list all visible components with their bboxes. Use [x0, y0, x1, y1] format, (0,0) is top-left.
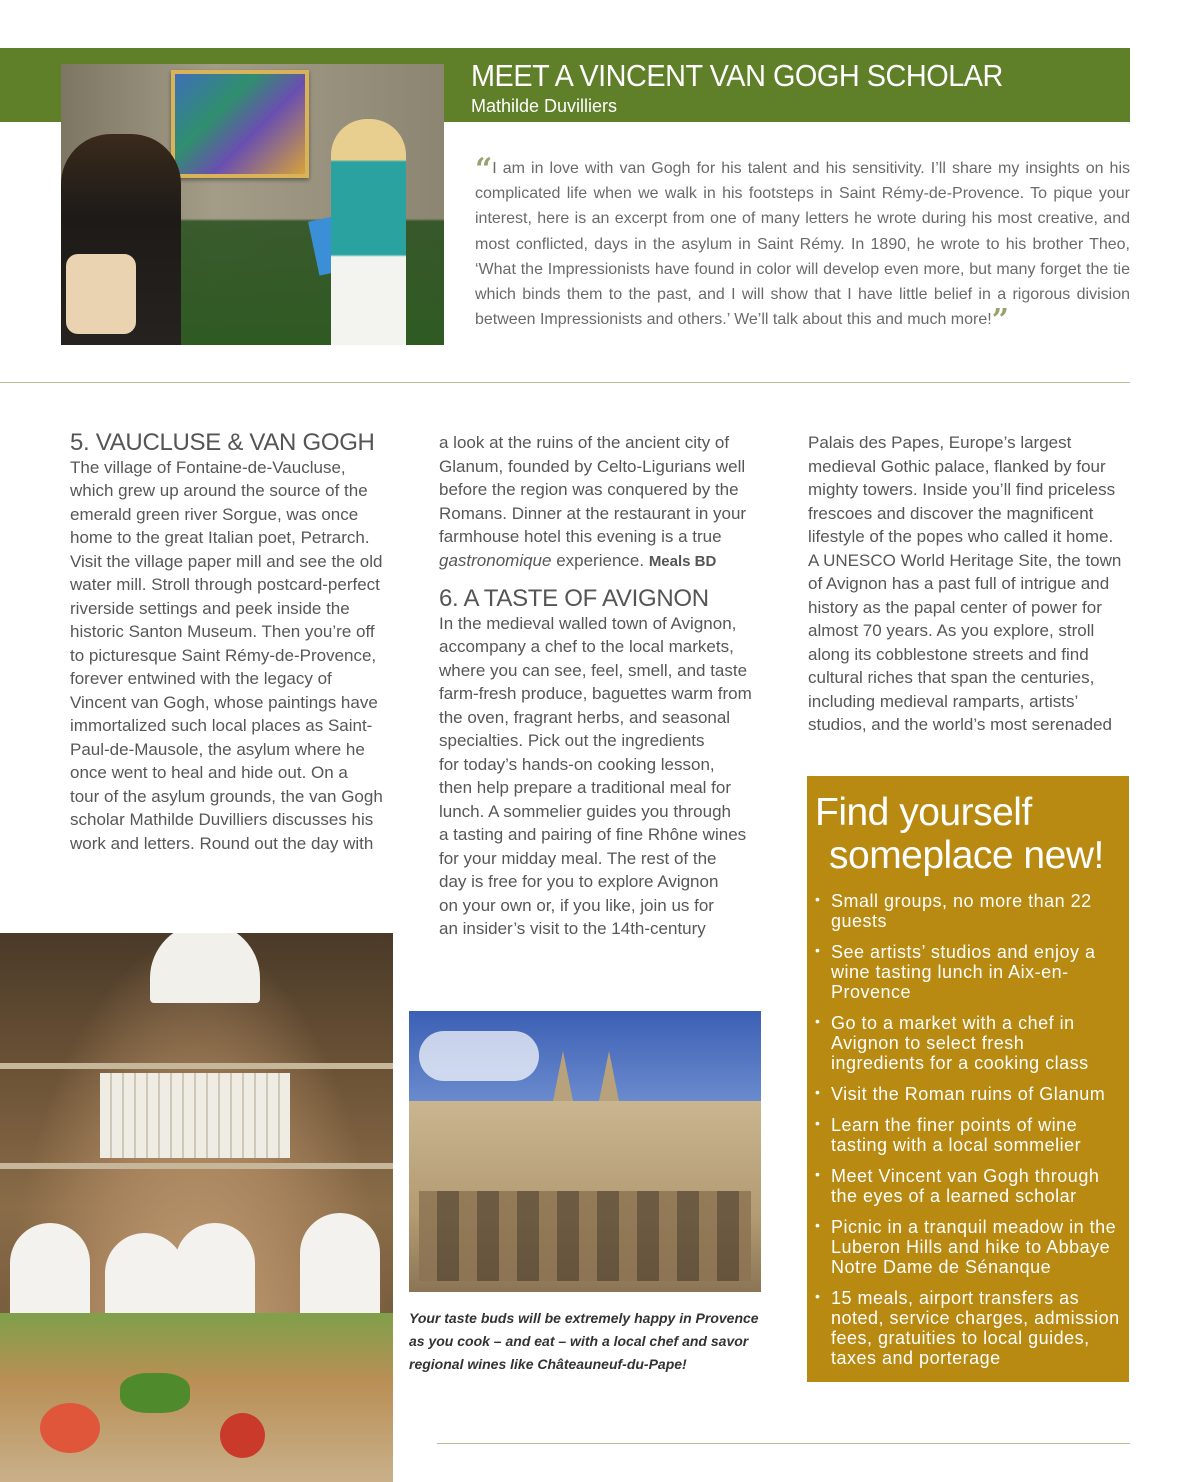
body-line: farmhouse hotel this evening is a true: [439, 527, 722, 546]
body-line: emerald green river Sorgue, was once: [70, 504, 359, 524]
shelf: [0, 1163, 393, 1169]
caption-line: as you cook – and eat – with a local chef and savor: [409, 1333, 749, 1349]
cooking-class-photo: [0, 933, 393, 1482]
close-quote-icon: ”: [991, 303, 1009, 339]
body-line: to picturesque Saint Rémy-de-Provence,: [70, 645, 377, 665]
gastronomique-italic: gastronomique: [439, 550, 552, 570]
scholar-quote: [475, 152, 1130, 339]
promo-list-item: • 15 meals, airport transfers as noted, service charges, admission fees, gratuities to local guides, taxes and porterage: [815, 1288, 1120, 1368]
section-6-heading: 6. A TASTE OF AVIGNON: [439, 585, 709, 612]
page-subtitle: Mathilde Duvilliers: [471, 96, 618, 116]
body-line: A UNESCO World Heritage Site, the town: [808, 550, 1122, 570]
body-line: history as the papal center of power for: [808, 597, 1102, 617]
body-line: medieval Gothic palace, flanked by four: [808, 456, 1106, 476]
body-line: forever entwined with the legacy of: [70, 669, 332, 688]
body-line: home to the great Italian poet, Petrarch.: [70, 528, 370, 547]
body-line: day is free for you to explore Avignon: [439, 872, 719, 891]
palais-des-papes-photo: [409, 1011, 761, 1292]
body-line: The village of Fontaine-de-Vaucluse,: [70, 457, 346, 477]
section-6-continued-body: [808, 431, 1138, 737]
body-line: on your own or, if you like, join us for: [439, 895, 714, 915]
body-line: riverside settings and peek inside the: [70, 598, 350, 618]
body-line: for your midday meal. The rest of the: [439, 848, 717, 868]
body-line: Romans. Dinner at the restaurant in your: [439, 503, 747, 523]
body-line: In the medieval walled town of Avignon,: [439, 613, 737, 633]
body-line: where you can see, feel, smell, and taste: [439, 660, 748, 680]
meals-label: Meals BD: [648, 552, 717, 570]
section-5: [70, 431, 410, 855]
promo-title-line: someplace new!: [829, 834, 1104, 877]
section-6-body: [439, 612, 784, 941]
body-line: a tasting and pairing of fine Rhône wines: [439, 825, 747, 844]
body-line: frescoes and discover the magnificent: [808, 503, 1094, 523]
body-line: scholar Mathilde Duvilliers discusses his: [70, 810, 374, 829]
body-line: an insider’s visit to the 14th-century: [439, 919, 706, 938]
section-5-body: [70, 456, 410, 856]
body-line: along its cobblestone streets and find: [808, 644, 1089, 664]
body-line: mighty towers. Inside you’ll find priceless: [808, 480, 1116, 499]
caption-line: Your taste buds will be extremely happy in Provence: [409, 1310, 759, 1326]
body-line: Glanum, founded by Celto-Ligurians well: [439, 456, 746, 476]
body-line: studios, and the world’s most serenaded: [808, 715, 1112, 734]
body-line: for today’s hands-on cooking lesson,: [439, 754, 715, 774]
scholar-figure: [331, 119, 406, 345]
body-line: Visit the village paper mill and see the old: [70, 551, 383, 571]
vegetable: [220, 1413, 265, 1458]
body-line: Paul-de-Mausole, the asylum where he: [70, 739, 365, 759]
body-line: tour of the asylum grounds, the van Gogh: [70, 786, 383, 806]
open-quote-icon: “: [475, 152, 493, 187]
page-title: MEET A VINCENT VAN GOGH SCHOLAR: [471, 58, 1003, 93]
palace-arches: [419, 1191, 751, 1281]
body-line: once went to heal and hide out. On a: [70, 763, 348, 782]
body-line: lunch. A sommelier guides you through: [439, 801, 732, 821]
body-line: the oven, fragrant herbs, and seasonal: [439, 707, 731, 727]
body-line: work and letters. Round out the day with: [70, 833, 374, 853]
body-line: of Avignon has a past full of intrigue and: [808, 574, 1110, 593]
promo-title-line: Find yourself: [815, 791, 1032, 834]
promo-list-item: • Meet Vincent van Gogh through the eyes of a learned scholar: [815, 1166, 1120, 1206]
promo-list-item: • Picnic in a tranquil meadow in the Luberon Hills and hike to Abbaye Notre Dame de Sénanque: [815, 1217, 1120, 1277]
section-5-heading: 5. VAUCLUSE & VAN GOGH: [70, 429, 375, 456]
body-line: a look at the ruins of the ancient city of: [439, 433, 730, 452]
promo-list-item: • Visit the Roman ruins of Glanum: [815, 1084, 1120, 1104]
kitchen-table: [0, 1313, 393, 1482]
body-line: Vincent van Gogh, whose paintings have: [70, 692, 378, 712]
backpack: [66, 254, 136, 334]
plates: [100, 1073, 290, 1158]
body-line: historic Santon Museum. Then you’re off: [70, 622, 375, 641]
section-5-continued-body: [439, 431, 784, 549]
shelf: [0, 1063, 393, 1069]
promo-title: [815, 791, 1104, 877]
body-line: almost 70 years. As you explore, stroll: [808, 621, 1095, 640]
promo-list-item: • Go to a market with a chef in Avignon to select fresh ingredients for a cooking class: [815, 1013, 1120, 1073]
body-line: before the region was conquered by the: [439, 480, 739, 499]
body-line: lifestyle of the popes who called it home.: [808, 527, 1114, 546]
photo-caption: [409, 1307, 764, 1376]
promo-list: [815, 891, 1120, 1379]
irises-painting: [171, 70, 309, 178]
lamp-shade: [150, 933, 260, 1003]
section-5-continued: [439, 431, 784, 941]
body-line: including medieval ramparts, artists’: [808, 691, 1079, 711]
divider-bottom: [437, 1443, 1130, 1444]
caption-line: regional wines like Châteauneuf-du-Pape!: [409, 1356, 687, 1372]
quote-text: I am in love with van Gogh for his talent and his sensitivity. I’ll share my insights on his complicated life when we walk in his footsteps in Saint Rémy-de-Provence. To pique your interest, here is an excerpt from one of many letters he wrote during his most creative, and most conflicted, days in the asylum in Saint Rémy. In 1890, he wrote to his brother Theo, ‘What the Impressionists have found in color will develop even more, but many forget the tie which binds them to the past, and I will show that I have little belief in a rigorous division between Impressionists and others.’ We’ll talk about this and much more!: [475, 160, 1130, 329]
body-line: which grew up around the source of the: [70, 481, 368, 500]
scholar-photo: [61, 64, 444, 345]
promo-list-item: • Learn the finer points of wine tasting with a local sommelier: [815, 1115, 1120, 1155]
body-line: farm-fresh produce, baguettes warm from: [439, 684, 752, 703]
promo-list-item: • See artists’ studios and enjoy a wine tasting lunch in Aix-en-Provence: [815, 942, 1120, 1002]
body-line: water mill. Stroll through postcard-perfect: [70, 575, 380, 594]
body-line: Palais des Papes, Europe’s largest: [808, 433, 1072, 452]
body-line: specialties. Pick out the ingredients: [439, 731, 705, 750]
cloud: [419, 1031, 539, 1081]
body-line: accompany a chef to the local markets,: [439, 637, 734, 656]
divider-top: [0, 382, 1130, 383]
vegetable: [40, 1403, 100, 1453]
vegetable: [120, 1373, 190, 1413]
body-line: then help prepare a traditional meal for: [439, 778, 732, 797]
section-6-continued: [808, 431, 1138, 737]
experience-text: experience.: [551, 550, 649, 570]
body-line: immortalized such local places as Saint-: [70, 716, 373, 735]
body-line: cultural riches that span the centuries,: [808, 668, 1095, 687]
promo-list-item: • Small groups, no more than 22 guests: [815, 891, 1120, 931]
